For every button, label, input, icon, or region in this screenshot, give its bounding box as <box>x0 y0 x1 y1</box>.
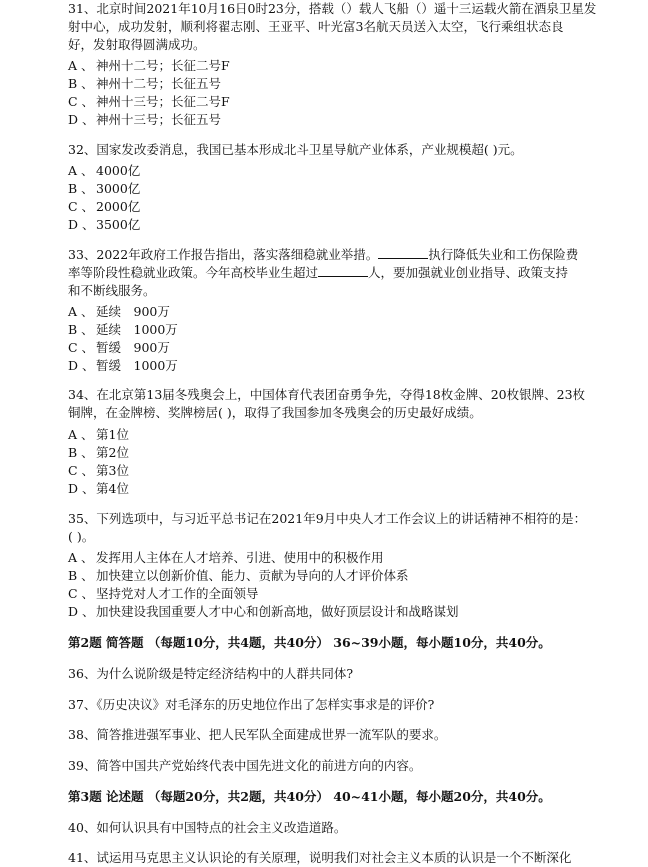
q31-option-b <box>68 75 221 93</box>
q33-line-1-end: 执行降低失业和工伤保险费 <box>428 247 579 262</box>
option-letter: D 、 <box>68 217 95 232</box>
option-letter: D 、 <box>68 112 95 127</box>
option-letter: D 、 <box>68 358 95 373</box>
option-text: 加快建立以创新价值、能力、贡献为导向的人才评价体系 <box>96 568 409 583</box>
option-letter: A 、 <box>68 550 94 565</box>
option-text: 第1位 <box>96 427 129 442</box>
q34-option-c <box>68 462 129 480</box>
q31-line-1: 31、北京时间2021年10月16日0时23分，搭载（）载人飞船（）遥十三运载火箭在酒泉卫星发 <box>68 1 597 16</box>
option-text: 4000亿 <box>96 163 141 178</box>
q37-text: 37、《历史决议》对毛泽东的历史地位作出了怎样实事求是的评价? <box>68 697 435 712</box>
option-text: 神州十二号；长征五号 <box>96 76 222 91</box>
option-text: 发挥用人主体在人才培养、引进、使用中的积极作用 <box>96 550 384 565</box>
option-text: 延续 900万 <box>96 304 170 319</box>
q33-line-2-start: 率等阶段性稳就业政策。今年高校毕业生超过 <box>68 265 319 280</box>
section-2-heading: 第2题 简答题 （每题10分，共4题，共40分） 36~39小题，每小题10分，共40分。 <box>68 635 551 650</box>
q35-option-b <box>68 567 409 585</box>
option-letter: C 、 <box>68 199 95 214</box>
q34-line-2: 铜牌，在金牌榜、奖牌榜居( )，取得了我国参加冬残奥会的历史最好成绩。 <box>68 405 482 420</box>
option-letter: C 、 <box>68 94 95 109</box>
option-text: 第2位 <box>96 445 129 460</box>
option-text: 加快建设我国重要人才中心和创新高地，做好顶层设计和战略谋划 <box>96 604 459 619</box>
q34-option-a <box>68 426 129 444</box>
q32-option-c <box>68 198 140 216</box>
option-letter: D 、 <box>68 604 95 619</box>
option-letter: A 、 <box>68 58 94 73</box>
option-letter: B 、 <box>68 181 94 196</box>
q39-text: 39、简答中国共产党始终代表中国先进文化的前进方向的内容。 <box>68 758 422 773</box>
q35-line-1: 35、下列选项中，与习近平总书记在2021年9月中央人才工作会议上的讲话精神不相符的是： <box>68 511 587 526</box>
q33-option-c <box>68 339 170 357</box>
option-letter: B 、 <box>68 76 94 91</box>
option-letter: B 、 <box>68 445 94 460</box>
option-letter: A 、 <box>68 304 94 319</box>
q33-line-1 <box>68 246 578 264</box>
q33-line-1-start: 33、2022年政府工作报告指出，落实落细稳就业举措。 <box>68 247 379 262</box>
option-letter: A 、 <box>68 427 94 442</box>
q33-option-a <box>68 303 170 321</box>
option-letter: B 、 <box>68 568 94 583</box>
option-text: 神州十三号；长征五号 <box>96 112 222 127</box>
q33-option-b <box>68 321 178 339</box>
option-letter: B 、 <box>68 322 94 337</box>
q31-option-d <box>68 111 221 129</box>
q35-option-c <box>68 585 259 603</box>
option-text: 暂缓 900万 <box>96 340 170 355</box>
q34-option-b <box>68 444 129 462</box>
option-text: 神州十三号；长征二号F <box>96 94 230 109</box>
option-text: 2000亿 <box>96 199 141 214</box>
q33-option-d <box>68 357 178 375</box>
q33-line-2-end: 人，要加强就业创业指导、政策支持 <box>368 265 569 280</box>
option-letter: D 、 <box>68 481 95 496</box>
option-text: 暂缓 1000万 <box>96 358 178 373</box>
q31-line-2: 射中心，成功发射，顺利将翟志刚、王亚平、叶光富3名航天员送入太空，飞行乘组状态良 <box>68 19 564 34</box>
q38-text: 38、简答推进强军事业、把人民军队全面建成世界一流军队的要求。 <box>68 727 447 742</box>
q40-text: 40、如何认识具有中国特点的社会主义改造道路。 <box>68 820 347 835</box>
q34-option-d <box>68 480 129 498</box>
q31-option-a <box>68 57 230 75</box>
q32-option-d <box>68 216 140 234</box>
fill-blank-2 <box>318 264 368 277</box>
option-text: 延续 1000万 <box>96 322 178 337</box>
option-text: 第3位 <box>96 463 129 478</box>
q35-line-2: ( )。 <box>68 529 95 544</box>
option-letter: A 、 <box>68 163 94 178</box>
q32-line-1: 32、国家发改委消息，我国已基本形成北斗卫星导航产业体系，产业规模超( )元。 <box>68 142 523 157</box>
option-text: 第4位 <box>96 481 129 496</box>
option-letter: C 、 <box>68 463 95 478</box>
q41-text: 41、试运用马克思主义认识论的有关原理，说明我们对社会主义本质的认识是一个不断深化 <box>68 850 572 865</box>
option-text: 神州十二号；长征二号F <box>96 58 230 73</box>
option-text: 3000亿 <box>96 181 141 196</box>
option-letter: C 、 <box>68 340 95 355</box>
q31-line-3: 好，发射取得圆满成功。 <box>68 37 206 52</box>
q33-line-3: 和不断线服务。 <box>68 283 156 298</box>
fill-blank-1 <box>378 246 428 259</box>
q33-line-2 <box>68 264 568 282</box>
q35-option-d <box>68 603 459 621</box>
option-letter: C 、 <box>68 586 95 601</box>
section-3-heading: 第3题 论述题 （每题20分，共2题，共40分） 40~41小题，每小题20分，共40分。 <box>68 789 551 804</box>
q32-option-a <box>68 162 140 180</box>
q34-line-1: 34、在北京第13届冬残奥会上，中国体育代表团奋勇争先，夺得18枚金牌、20枚银牌、23枚 <box>68 387 586 402</box>
q35-option-a <box>68 549 384 567</box>
q32-option-b <box>68 180 140 198</box>
q31-option-c <box>68 93 230 111</box>
option-text: 坚持党对人才工作的全面领导 <box>96 586 259 601</box>
option-text: 3500亿 <box>96 217 141 232</box>
q36-text: 36、为什么说阶级是特定经济结构中的人群共同体? <box>68 666 354 681</box>
